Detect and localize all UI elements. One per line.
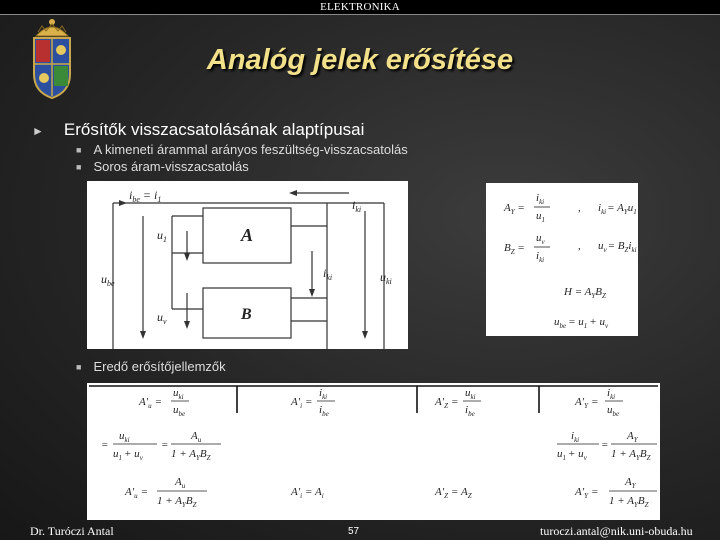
table-svg (87, 383, 660, 520)
ay-def: $A_Y$ = (504, 202, 525, 216)
footer-author: Dr. Turóczi Antal (30, 524, 114, 538)
r3c2: $A'_i = A_i$ (291, 486, 324, 500)
r1c4-den: $u_{be}$ (607, 404, 620, 418)
r2c4-eq: = (601, 439, 609, 451)
feedback-circuit-diagram (87, 181, 408, 349)
bz-def: $B_Z$ = (504, 242, 525, 256)
h-def: $H = A_YB_Z$ (564, 286, 606, 300)
r3c4-num: $A_Y$ (625, 476, 636, 490)
r1c3-den: $i_{be}$ (465, 404, 475, 418)
ay-rel: $i_{ki}= A_Yu_1$ (598, 202, 637, 216)
r2c1-pre: = (101, 439, 109, 451)
r2c4-den2: $1 + A_YB_Z$ (611, 448, 651, 462)
r2c4-num2: $A_Y$ (627, 430, 638, 444)
course-title: ELEKTRONIKA (320, 1, 400, 13)
r3c1-den: $1 + A_YB_Z$ (157, 495, 197, 509)
course-header (0, 0, 720, 14)
r1c4-lhs: $A'_Y$ = (575, 396, 599, 410)
circuit-svg (87, 181, 408, 349)
comma-2: , (578, 240, 581, 252)
r1c3-num: $u_{ki}$ (465, 387, 476, 401)
sub-bullet-text-2: Soros áram-visszacsatolás (93, 159, 249, 174)
r3c1-lhs: $A'_u$ = (125, 486, 149, 500)
square-bullet-icon: ■ (76, 145, 82, 155)
label-uki: $u_{ki}$ (380, 270, 392, 286)
r1c3-lhs: $A'_Z$ = (435, 396, 459, 410)
r2c1-den2: $1 + A_YB_Z$ (171, 448, 211, 462)
ay-num: $i_{ki}$ (536, 192, 545, 206)
r1c2-num: $i_{ki}$ (319, 387, 328, 401)
r1c1-den: $u_{be}$ (173, 404, 186, 418)
header-divider (0, 14, 720, 15)
footer-email: turoczi.antal@nik.uni-obuda.hu (540, 524, 693, 538)
r3c3: $A'_Z = A_Z$ (435, 486, 472, 500)
block-a-label: A (241, 225, 254, 245)
sub-bullet-text-3: Eredő erősítőjellemzők (93, 359, 226, 374)
square-bullet-icon: ■ (76, 162, 82, 172)
r2c4-num: $i_{ki}$ (571, 430, 580, 444)
sub-bullet-text-1: A kimeneti árammal arányos feszültség-visszacsatolás (93, 142, 408, 157)
r2c1-num: $u_{ki}$ (119, 430, 130, 444)
main-bullet (32, 120, 364, 140)
bz-num: $u_v$ (536, 232, 545, 246)
relations-panel (486, 183, 638, 336)
r3c4-lhs: $A'_Y$ = (575, 486, 599, 500)
r3c1-num: $A_u$ (175, 476, 186, 490)
triangle-bullet-icon: ► (32, 124, 44, 138)
label-ibe: $i_{be} = i_1$ (129, 188, 162, 204)
sub-bullet-3 (76, 359, 226, 374)
label-ube: $u_{be}$ (101, 272, 115, 288)
r2c1-num2: $A_u$ (191, 430, 202, 444)
relations-svg (486, 183, 638, 336)
comma-1: , (578, 202, 581, 214)
label-u1: $u_1$ (157, 228, 167, 244)
slide-title: Analóg jelek erősítése (206, 44, 514, 76)
r1c1-lhs: $A'_u$ = (139, 396, 163, 410)
bz-rel: $u_v= B_Zi_{ki}$ (598, 240, 637, 254)
r2c4-den: $u_1 + u_v$ (557, 448, 587, 462)
label-iki-mid: $i_{ki}$ (323, 266, 333, 282)
resulting-characteristics-table (87, 383, 660, 520)
r1c4-num: $i_{ki}$ (607, 387, 616, 401)
square-bullet-icon: ■ (76, 362, 82, 372)
bz-den: $i_{ki}$ (536, 250, 545, 264)
r1c2-lhs: $A'_i$ = (291, 396, 313, 410)
r2c1-eq: = (161, 439, 169, 451)
main-bullet-text: Erősítők visszacsatolásának alaptípusai (63, 120, 365, 139)
label-uv: $u_v$ (157, 310, 167, 326)
sub-bullet-2 (76, 159, 249, 174)
r3c4-den: $1 + A_YB_Z$ (609, 495, 649, 509)
ube-def: $u_{be} = u_1 + u_v$ (554, 316, 609, 330)
r2c1-den: $u_1 + u_v$ (113, 448, 143, 462)
ay-den: $u_1$ (536, 210, 545, 224)
label-iki-top: $i_{ki}$ (352, 198, 362, 214)
sub-bullet-1 (76, 142, 408, 157)
footer-page-number: 57 (348, 526, 360, 537)
block-b-label: B (241, 306, 252, 323)
r1c1-num: $u_{ki}$ (173, 387, 184, 401)
r1c2-den: $i_{be}$ (319, 404, 329, 418)
